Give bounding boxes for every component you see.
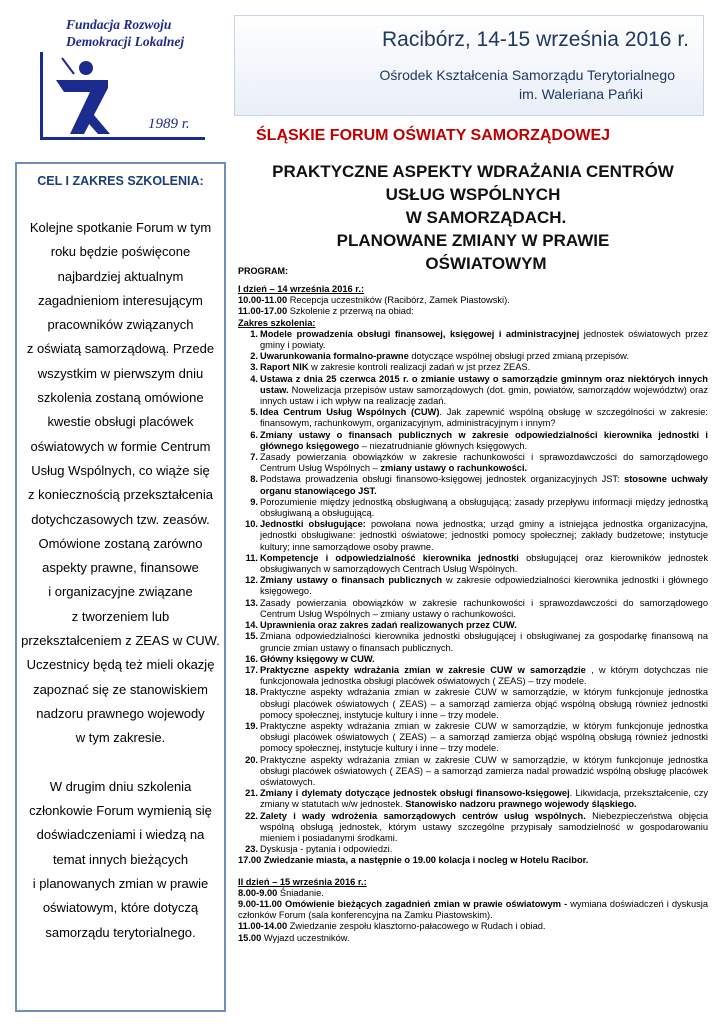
- goal-line: członkowie Forum wymienią się: [29, 803, 212, 819]
- goal-line: w tym zakresie.: [75, 730, 166, 746]
- scope-item-text: Praktyczne aspekty wdrażania zmian w zakresie CUW w samorządzie, w którym funkcjonuje jednostka obsługi placówek oświatowych ( ZEAS) – a samorząd zamierza objąć wspólną obsługą również jednostki pomocy społecznej, instytucje kultury i inne – trzy modele.: [260, 720, 708, 754]
- logo-name: Fundacja Rozwoju Demokracji Lokalnej: [66, 17, 185, 49]
- day1-closing: 17.00 Zwiedzanie miasta, a następnie o 19.00 kolacja i nocleg w Hotelu Racibor.: [238, 855, 589, 866]
- scope-item-number: 5.: [250, 407, 258, 418]
- training-goal-text: [17, 216, 224, 945]
- forum-title: ŚLĄSKIE FORUM OŚWIATY SAMORZĄDOWEJ: [256, 127, 611, 144]
- goal-line: Kolejne spotkanie Forum w tym: [29, 220, 212, 235]
- scope-item-bold: Stanowisko nadzoru prawnego wojewody śląskiego.: [405, 799, 637, 810]
- scope-item: [238, 329, 708, 351]
- day2-slot: [238, 899, 708, 921]
- goal-line: kwestie obsługi placówek: [47, 414, 194, 430]
- scope-item-bold: Zmiany i dylematy dotyczące jednostek obsługi finansowo-księgowej: [260, 788, 570, 799]
- goal-line: oświatowych w formie Centrum: [30, 438, 211, 454]
- scope-item-text: . Jak zapewnić wspólną obsługę w szczególności w zakresie: finansowym, rachunkowym, organizacyjnym, administracyjnym i innym?: [260, 407, 708, 429]
- main-title-line: PLANOWANE ZMIANY W PRAWIE: [336, 231, 610, 250]
- goal-line: aspekty prawne, finansowe: [42, 560, 199, 576]
- scope-item-number: 7.: [250, 452, 258, 463]
- scope-item-number: 18.: [245, 687, 258, 698]
- scope-item-number: 22.: [245, 810, 258, 821]
- scope-label: Zakres szkolenia:: [238, 317, 316, 328]
- scope-item-number: 13.: [245, 597, 258, 608]
- day2-heading: II dzień – 15 września 2016 r.:: [238, 876, 367, 887]
- day2-slot-text: wymiana doświadczeń i dyskusja członków Forum (sala konferencyjna na Zamku Piastowskim).: [238, 898, 708, 921]
- goal-line: Omówione zostaną zarówno: [38, 535, 203, 551]
- scope-item-number: 17.: [245, 664, 258, 675]
- scope-item-bold: Uwarunkowania formalno-prawne: [260, 351, 409, 362]
- scope-item: [238, 519, 708, 553]
- goal-line: Usług Wspólnych, co wiąże się: [31, 462, 210, 478]
- scope-item-bold: Jednostki obsługujące:: [260, 519, 366, 530]
- scope-item-number: 21.: [245, 788, 258, 799]
- main-title-line: PRAKTYCZNE ASPEKTY WDRAŻANIA CENTRÓW: [272, 162, 674, 181]
- goal-line: doświadczeniami i wiedzą na: [36, 827, 205, 843]
- scope-item-text: . Likwidacja, przekształcenie, czy zmiany w statutach w/w jednostek.: [260, 788, 708, 810]
- scope-item-number: 20.: [245, 754, 258, 765]
- scope-item-bold: Kompetencje i odpowiedzialność kierownika jednostki: [260, 552, 519, 563]
- scope-item-text: Nowelizacja przepisów ustaw samorządowych (dot. gmin, powiatów, samorządów województw) oraz innych ustaw i ich wpływ na realizację zadań.: [260, 384, 708, 407]
- scope-item: [238, 575, 708, 597]
- scope-item: [238, 351, 708, 362]
- institution-name: Ośrodek Kształcenia Samorządu Terytorialnego: [379, 67, 675, 83]
- running-figure-icon: [48, 56, 138, 136]
- scope-item-text: Dyskusja - pytania i odpowiedzi.: [260, 844, 393, 855]
- scope-item-text: Niebezpieczeństwa objęcia wspólną obsługą jednostek, którym ustawy szczególne przypisały samodzielność w gospodarowaniu mieniem i posiadanymi środkami.: [260, 810, 708, 843]
- day2-slot-time: 8.00-9.00: [238, 887, 278, 898]
- goal-line: zapoznać się ze stanowiskiem: [33, 681, 208, 697]
- goal-line: pracowników związanych: [47, 317, 194, 333]
- scope-item: [238, 755, 708, 789]
- day2-slot-text: Wyjazd uczestników.: [261, 932, 350, 943]
- logo-horizontal-line: [40, 137, 205, 140]
- scope-item-text: w zakresie kontroli realizacji zadań w jst przez ZEAS.: [308, 362, 531, 373]
- scope-item-bold: Ustawa z dnia 25 czerwca 2015 r. o zmianie ustawy o samorządzie gminnym oraz niektórych innych ustaw.: [260, 373, 708, 395]
- scope-item: [238, 497, 708, 519]
- scope-item-text: , w którym dotychczas nie funkcjonowała jednostka obsługi placówek oświatowych ( ZEAS) – trzy modele.: [260, 664, 708, 687]
- scope-item-number: 4.: [250, 373, 258, 384]
- scope-item-text: Porozumienie między jednostką obsługiwaną a obsługującą; zasady przepływu informacji między jednostką obsługiwaną a obsługującą.: [260, 496, 708, 519]
- goal-line: samorządu terytorialnego.: [45, 924, 196, 940]
- training-goal-heading: CEL I ZAKRES SZKOLENIA:: [37, 174, 204, 188]
- foundation-logo: [40, 12, 225, 140]
- scope-item-bold: Zmiany ustawy o finansach publicznych: [260, 575, 443, 586]
- scope-item-text: Zmiana odpowiedzialności kierownika jednostki obsługującej i obsługiwanej za gospodarkę finansową na gruncie zmian ustawy o finansach publicznych.: [260, 631, 708, 653]
- scope-item: [238, 362, 708, 373]
- goal-line: i planowanych zmian w prawie: [32, 876, 209, 892]
- scope-item: [238, 430, 708, 452]
- goal-line: [17, 751, 224, 775]
- goal-line: wszystkim w pierwszym dniu: [37, 365, 204, 381]
- main-title-line: USŁUG WSPÓLNYCH: [385, 185, 561, 204]
- day2-slot-bold: Omówienie bieżących zagadnień zmian w prawie oświatowym -: [281, 898, 568, 909]
- goal-line: z tworzeniem lub: [71, 608, 170, 624]
- logo-year: 1989 r.: [148, 116, 190, 132]
- scope-item: [238, 631, 708, 653]
- scope-item: [238, 721, 708, 755]
- scope-item: [238, 452, 708, 474]
- goal-line: szkolenia zostaną omówione: [37, 390, 204, 406]
- scope-item-text: Praktyczne aspekty wdrażania zmian w zakresie CUW w samorządzie, w którym funkcjonuje jednostka obsługi placówek oświatowych ( ZEAS) – a samorząd zamierza nadal prowadzić wspólną obsługę placówek oświatowych.: [260, 754, 708, 787]
- scope-item-number: 15.: [245, 631, 258, 642]
- header-box: [234, 15, 704, 116]
- scope-item-text: powołana nowa jednostka; urząd gminy a istniejąca jednostka organizacyjna, jednostki obsługiwane: jednostki oświatowe; jednostki pomocy społecznej; zakłady budżetowe; instytucje kultury; inne samorządowe osoby prawne.: [260, 519, 708, 552]
- scope-item-number: 8.: [250, 474, 258, 485]
- scope-item: [238, 598, 708, 620]
- goal-line: z oświatą samorządową. Przede: [26, 341, 215, 357]
- day2-slot: [238, 888, 708, 899]
- scope-item: [238, 687, 708, 721]
- goal-line: temat innych bieżących: [52, 851, 189, 867]
- training-goal-box: [15, 162, 226, 1012]
- goal-line: Uczestnicy będą też mieli okazję: [26, 657, 215, 673]
- scope-item-text: Praktyczne aspekty wdrażania zmian w zakresie CUW w samorządzie, w którym funkcjonuje jednostka obsługi placówek oświatowych ( ZEAS) – a samorząd zamierza objąć wspólną obsługą również jednostki pomocy społecznej, instytucje kultury i inne – trzy modele.: [260, 687, 708, 720]
- main-title-line: W SAMORZĄDACH.: [405, 208, 567, 227]
- day2-slots: [238, 888, 708, 944]
- scope-item-number: 11.: [245, 552, 258, 563]
- scope-item-bold: zmiany ustawy o rachunkowości.: [380, 463, 528, 474]
- day2-slot-time: 15.00: [238, 932, 262, 943]
- scope-item-bold: Idea Centrum Usług Wspólnych (CUW): [260, 407, 440, 418]
- scope-item: [238, 665, 708, 687]
- scope-item-number: 2.: [250, 351, 258, 362]
- scope-item: [238, 374, 708, 408]
- scope-item-bold: Raport NIK: [260, 362, 309, 373]
- scope-item-text: – niezatrudnianie głównych księgowych.: [359, 440, 528, 451]
- scope-item: [238, 844, 708, 855]
- logo-vertical-line: [40, 52, 43, 140]
- goal-line: najbardziej aktualnym: [57, 268, 184, 284]
- scope-item: [238, 811, 708, 845]
- scope-item: [238, 654, 708, 665]
- day2-slot-time: 9.00-11.00: [238, 898, 282, 909]
- scope-item-text: w zakresie odpowiedzialności kierownika jednostki i głównego księgowego.: [260, 575, 708, 597]
- day2-slot: [238, 921, 708, 932]
- event-date-place: Racibórz, 14-15 września 2016 r.: [382, 28, 689, 51]
- day2-slot-text: Śniadanie.: [277, 887, 324, 898]
- scope-item-bold: Praktyczne aspekty wdrażania zmian w zakresie CUW w samorządzie: [260, 664, 586, 675]
- scope-item-text: Zasady powierzania obowiązków w zakresie rachunkowości i sprawozdawczości do samorządowego Centrum Usług Wspólnych – zmiany ustawy o rachunkowości.: [260, 597, 708, 619]
- program-label: PROGRAM:: [238, 266, 288, 276]
- goal-line: nadzoru prawnego wojewody: [36, 705, 205, 721]
- scope-item-number: 16.: [245, 653, 258, 664]
- scope-item-number: 19.: [245, 720, 258, 731]
- goal-line: z koniecznością przekształcenia: [28, 487, 213, 503]
- institution-patron: im. Waleriana Pańki: [519, 86, 643, 102]
- scope-item-number: 23.: [245, 844, 258, 855]
- scope-item-number: 12.: [245, 575, 258, 586]
- day2-slot-time: 11.00-14.00: [238, 921, 288, 932]
- scope-item-text: obsługującej oraz kierowników jednostek obsługiwanych w samorządowych Centrach Usług Wspólnych.: [260, 552, 708, 575]
- main-title-line: OŚWIATOWYM: [425, 254, 547, 273]
- scope-item-text: Zasady powierzania obowiązków w zakresie rachunkowości i sprawozdawczości do samorządowego Centrum Usług Wspólnych –: [260, 452, 708, 474]
- goal-line: przekształceniem z ZEAS w CUW.: [21, 633, 220, 649]
- scope-item-number: 6.: [250, 429, 258, 440]
- goal-line: W drugim dniu szkolenia: [49, 778, 192, 794]
- scope-item-bold: Uprawnienia oraz zakres zadań realizowanych przez CUW.: [260, 620, 517, 631]
- scope-item-number: 3.: [250, 362, 258, 373]
- goal-line: zagadnieniom interesującym: [38, 292, 203, 308]
- scope-item: [238, 620, 708, 631]
- scope-item-bold: Główny księgowy w CUW.: [260, 653, 375, 664]
- goal-line: i organizacyjne związane: [48, 584, 193, 600]
- scope-item: [238, 407, 708, 429]
- scope-item-bold: Modele prowadzenia obsługi finansowej, księgowej i administracyjnej: [260, 328, 580, 339]
- scope-item-text: dotyczące wspólnej obsługi przed zmianą przepisów.: [408, 351, 629, 362]
- day2-slot: [238, 933, 708, 944]
- scope-item: [238, 553, 708, 575]
- scope-item-bold: Zmiany ustawy o finansach publicznych w zakresie odpowiedzialności kierownika jednostki i głównego księgowego: [260, 429, 708, 451]
- scope-list: [238, 329, 708, 856]
- goal-line: oświatowym, które dotyczą: [42, 900, 199, 916]
- day2-slot-text: Zwiedzanie zespołu klasztorno-pałacowego w Rudach i obiad.: [287, 921, 546, 932]
- day1-slot: 11.00-17.00 Szkolenie z przerwą na obiad:: [238, 306, 414, 317]
- goal-line: dotychczasowych tzw. zeasów.: [31, 511, 210, 527]
- scope-item: [238, 788, 708, 810]
- main-title: [238, 160, 708, 275]
- goal-line: roku będzie poświęcone: [50, 244, 191, 260]
- agenda: [238, 284, 708, 944]
- day1-heading: I dzień – 14 września 2016 r.:: [238, 284, 365, 294]
- scope-item-number: 10.: [245, 519, 258, 530]
- scope-item-text: jednostek oświatowych przez gminy i powiaty.: [260, 328, 708, 351]
- scope-item-number: 1.: [250, 328, 258, 339]
- scope-item-number: 9.: [250, 496, 258, 507]
- scope-item: [238, 474, 708, 496]
- day1-slot: 10.00-11.00 Recepcja uczestników (Racibórz, Zamek Piastowski).: [238, 295, 510, 306]
- scope-item-bold: stosowne uchwały organu stanowiącego JST.: [260, 474, 708, 496]
- scope-item-number: 14.: [245, 620, 258, 631]
- scope-item-text: Podstawa prowadzenia obsługi finansowo-księgowej jednostek organizacyjnych JST:: [260, 474, 625, 485]
- scope-item-bold: Zalety i wady wdrożenia samorządowych centrów usług wspólnych.: [260, 810, 586, 821]
